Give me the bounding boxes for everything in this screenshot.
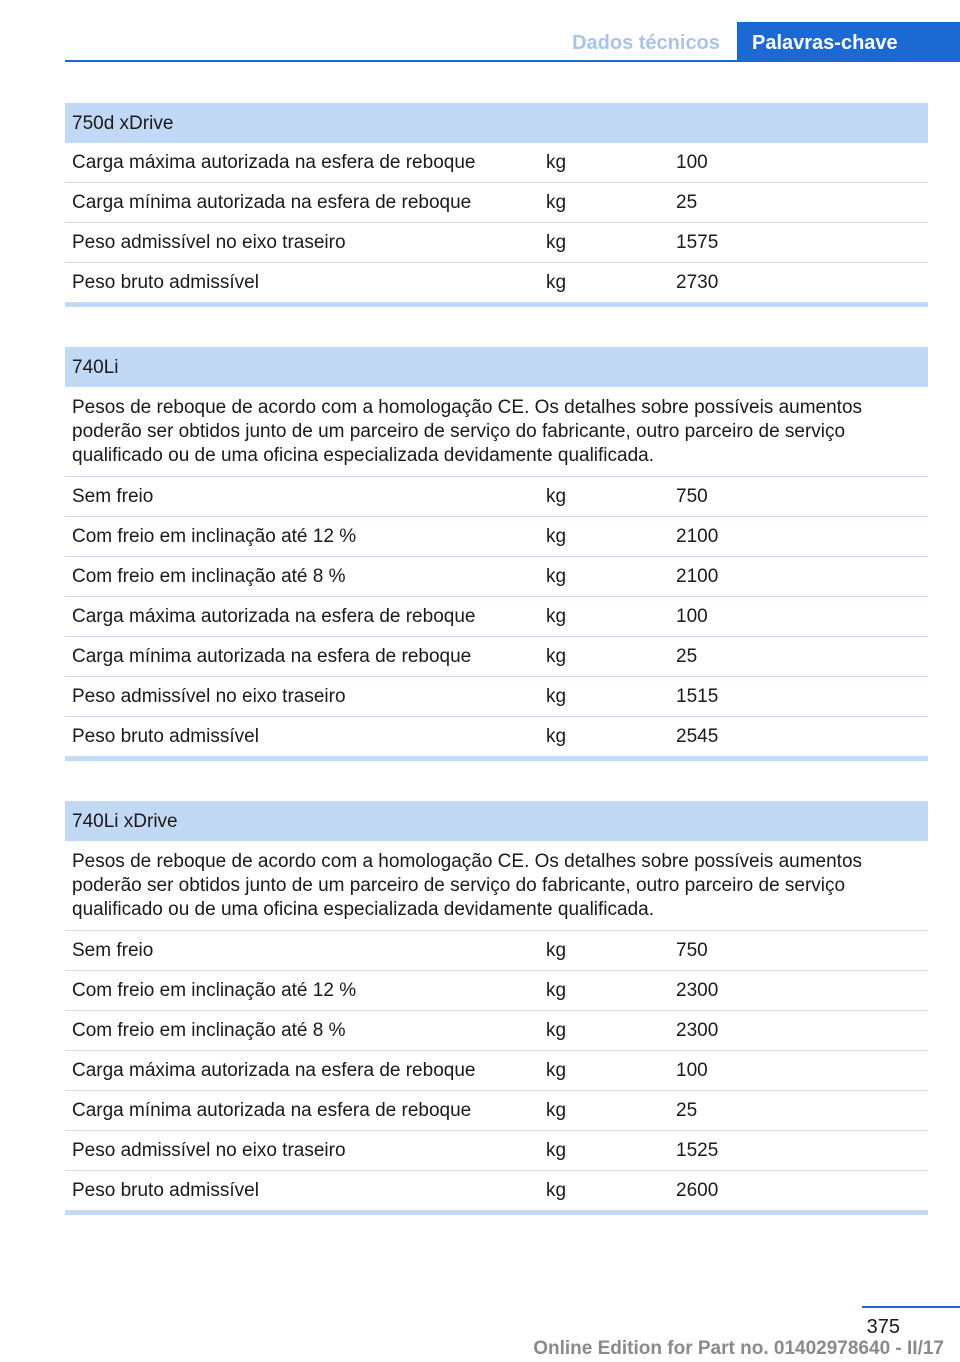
row-label: Peso bruto admissível: [72, 272, 259, 293]
row-unit: kg: [546, 192, 567, 213]
row-unit: kg: [546, 686, 567, 707]
row-value: 2100: [676, 526, 719, 547]
content-area: [65, 103, 928, 1255]
row-label: Peso admissível no eixo traseiro: [72, 1140, 346, 1161]
row-unit: kg: [546, 646, 567, 667]
table-row: [65, 1051, 928, 1091]
row-value: 25: [676, 192, 698, 213]
row-unit: kg: [546, 1020, 567, 1041]
row-value: 2545: [676, 726, 719, 747]
row-unit: kg: [546, 566, 567, 587]
table-row: [65, 677, 928, 717]
row-value: 750: [676, 486, 708, 507]
row-value: 1515: [676, 686, 719, 707]
row-value: 100: [676, 152, 708, 173]
row-value: 2100: [676, 566, 719, 587]
table-end-rule: [65, 1211, 928, 1215]
row-label: Carga máxima autorizada na esfera de reboque: [72, 1060, 476, 1081]
table-row: [65, 223, 928, 263]
table-row: [65, 1171, 928, 1211]
row-value: 25: [676, 1100, 698, 1121]
table-row: [65, 183, 928, 223]
row-unit: kg: [546, 486, 567, 507]
table-title: 740Li xDrive: [65, 801, 928, 841]
row-value: 1575: [676, 232, 719, 253]
footer-divider: [862, 1306, 960, 1308]
row-unit: kg: [546, 1100, 567, 1121]
table-row: [65, 517, 928, 557]
table-row: [65, 971, 928, 1011]
row-label: Peso bruto admissível: [72, 726, 259, 747]
row-unit: kg: [546, 1180, 567, 1201]
tab-dados-tecnicos[interactable]: Dados técnicos: [572, 32, 720, 54]
table-row: [65, 1131, 928, 1171]
row-label: Com freio em inclinação até 8 %: [72, 1020, 346, 1041]
spec-table: [65, 347, 928, 761]
header-divider: [65, 60, 960, 62]
row-unit: kg: [546, 1140, 567, 1161]
row-unit: kg: [546, 1060, 567, 1081]
table-title: 740Li: [65, 347, 928, 387]
table-row: [65, 263, 928, 303]
row-label: Carga mínima autorizada na esfera de reboque: [72, 1100, 472, 1121]
page-number: 375: [866, 1316, 900, 1338]
tab-palavras-chave[interactable]: Palavras-chave: [737, 22, 960, 62]
row-value: 2300: [676, 1020, 719, 1041]
row-value: 100: [676, 1060, 708, 1081]
row-label: Sem freio: [72, 486, 154, 507]
spec-table: [65, 801, 928, 1215]
row-unit: kg: [546, 980, 567, 1001]
row-label: Com freio em inclinação até 12 %: [72, 980, 357, 1001]
row-label: Peso bruto admissível: [72, 1180, 259, 1201]
table-row: [65, 717, 928, 757]
row-unit: kg: [546, 940, 567, 961]
table-title: 750d xDrive: [65, 103, 928, 143]
row-label: Carga mínima autorizada na esfera de reboque: [72, 646, 472, 667]
spec-table: [65, 103, 928, 307]
row-unit: kg: [546, 232, 567, 253]
row-value: 2300: [676, 980, 719, 1001]
row-value: 1525: [676, 1140, 719, 1161]
edition-note: Online Edition for Part no. 01402978640 - II/17: [533, 1338, 944, 1359]
row-label: Carga máxima autorizada na esfera de reboque: [72, 152, 476, 173]
row-value: 2600: [676, 1180, 719, 1201]
row-value: 25: [676, 646, 698, 667]
row-label: Peso admissível no eixo traseiro: [72, 232, 346, 253]
row-unit: kg: [546, 606, 567, 627]
table-note: Pesos de reboque de acordo com a homologação CE. Os detalhes sobre possíveis aumentos poderão ser obtidos junto de um parceiro de serviço do fabricante, outro parceiro de serviço qualificado ou de uma oficina especializada devidamente qualificada.: [65, 387, 928, 477]
table-note: Pesos de reboque de acordo com a homologação CE. Os detalhes sobre possíveis aumentos poderão ser obtidos junto de um parceiro de serviço do fabricante, outro parceiro de serviço qualificado ou de uma oficina especializada devidamente qualificada.: [65, 841, 928, 931]
row-label: Peso admissível no eixo traseiro: [72, 686, 346, 707]
page-header: [0, 0, 960, 62]
row-label: Com freio em inclinação até 8 %: [72, 566, 346, 587]
row-unit: kg: [546, 726, 567, 747]
row-unit: kg: [546, 152, 567, 173]
row-label: Com freio em inclinação até 12 %: [72, 526, 357, 547]
table-row: [65, 1011, 928, 1051]
row-label: Carga máxima autorizada na esfera de reboque: [72, 606, 476, 627]
table-row: [65, 477, 928, 517]
table-row: [65, 931, 928, 971]
table-row: [65, 143, 928, 183]
row-label: Carga mínima autorizada na esfera de reboque: [72, 192, 472, 213]
table-end-rule: [65, 757, 928, 761]
table-row: [65, 1091, 928, 1131]
row-unit: kg: [546, 272, 567, 293]
row-unit: kg: [546, 526, 567, 547]
table-row: [65, 597, 928, 637]
table-end-rule: [65, 303, 928, 307]
row-value: 100: [676, 606, 708, 627]
row-value: 2730: [676, 272, 719, 293]
row-value: 750: [676, 940, 708, 961]
table-row: [65, 637, 928, 677]
table-row: [65, 557, 928, 597]
row-label: Sem freio: [72, 940, 154, 961]
